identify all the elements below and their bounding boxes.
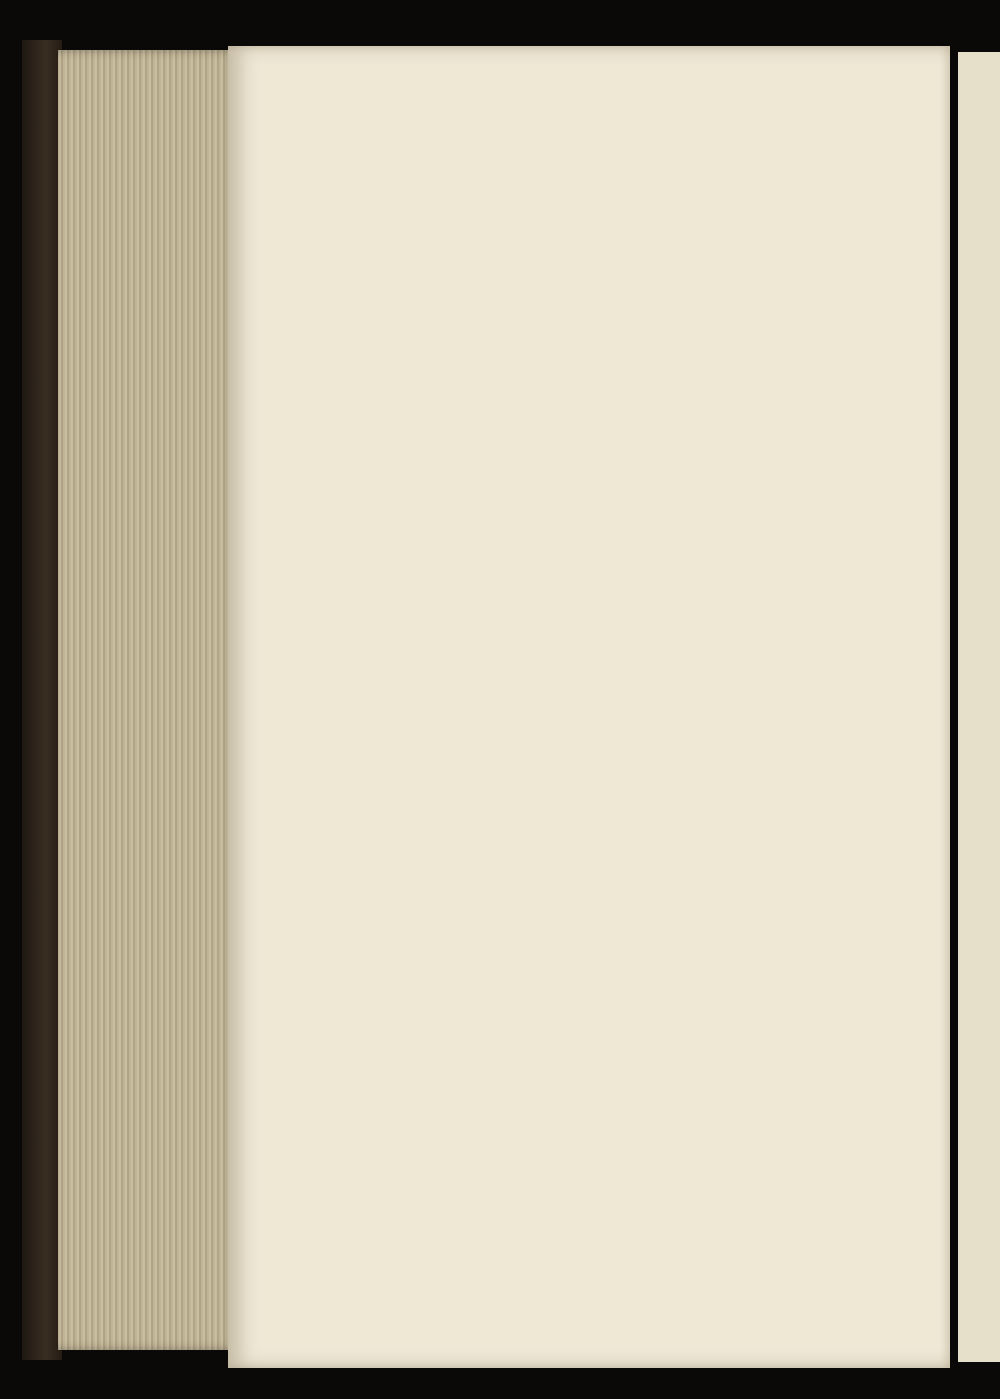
book-page	[228, 46, 950, 1368]
page-stack-edge	[58, 50, 238, 1350]
book-cover-edge	[22, 40, 62, 1360]
facing-page-edge	[958, 52, 1000, 1362]
